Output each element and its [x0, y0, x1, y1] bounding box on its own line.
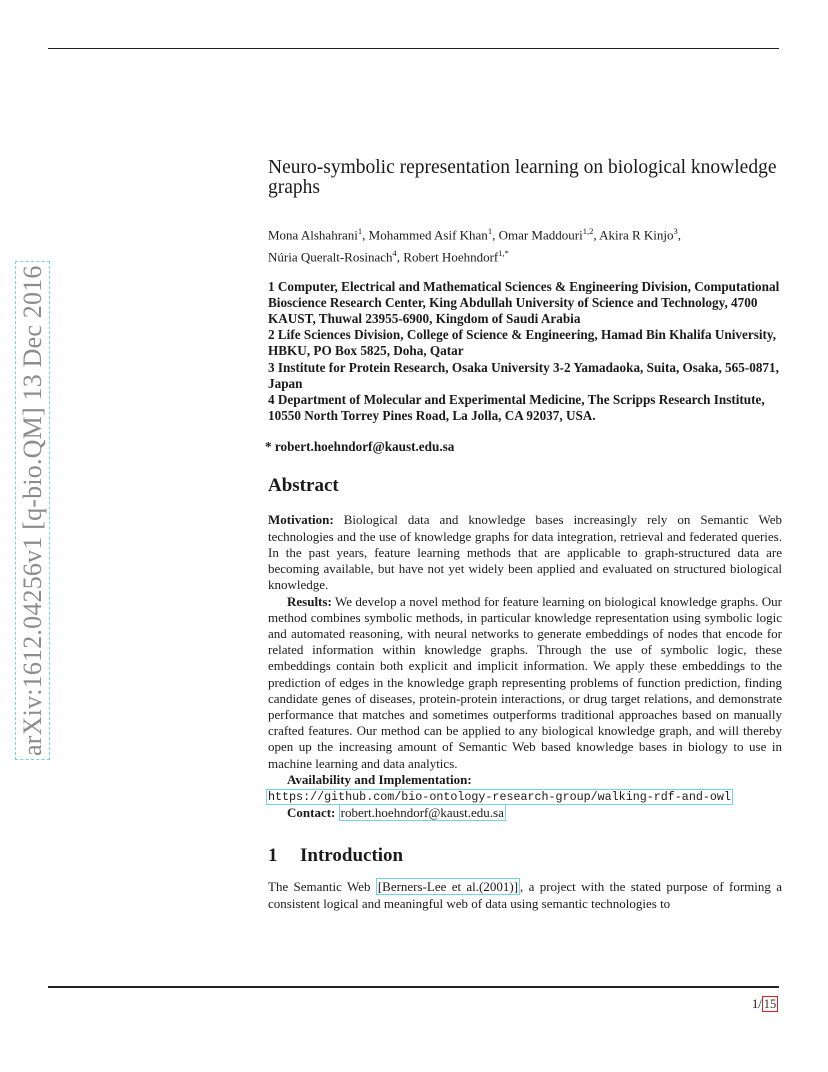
availability-paragraph: [268, 772, 782, 788]
availability-url-line: [266, 788, 733, 803]
author-affiliation-marker: 1,*: [498, 248, 509, 259]
introduction-heading: [268, 845, 782, 867]
intro-text-after: , a project with the stated purpose of forming a consistent logical and meaningful web of data using semantic technologies to: [268, 879, 782, 911]
author-separator: ,: [492, 227, 499, 243]
introduction-paragraph: [268, 879, 782, 911]
page-number: [752, 997, 778, 1012]
author-name: Mohammed Asif Khan: [368, 227, 488, 243]
availability-label: Availability and Implementation:: [287, 771, 472, 787]
author-affiliation-marker: 3: [673, 226, 678, 236]
affiliation-3: 3 Institute for Protein Research, Osaka University 3-2 Yamadaoka, Suita, Osaka, 565-0871, Japan: [268, 359, 779, 391]
section-number: 1: [268, 845, 278, 867]
affiliation-4: 4 Department of Molecular and Experimental Medicine, The Scripps Research Institute, 10550 North Torrey Pines Road, La Jolla, CA 92037, USA.: [268, 392, 765, 424]
affiliations: [268, 279, 782, 425]
arxiv-stamp-text[interactable]: arXiv:1612.04256v1 [q-bio.QM] 13 Dec 2016: [15, 261, 50, 760]
abstract-heading: Abstract: [268, 475, 339, 497]
author-separator: ,: [677, 227, 681, 243]
arxiv-stamp[interactable]: [20, 261, 46, 760]
results-paragraph: [268, 594, 782, 772]
author-affiliation-marker: 1: [357, 226, 363, 236]
github-link[interactable]: https://github.com/bio-ontology-research-group/walking-rdf-and-owl: [268, 789, 731, 804]
motivation-text: Biological data and knowledge bases increasingly rely on Semantic Web technologies and the use of knowledge graphs for data integration, retrieval and federated queries. In the past years, feature learning methods that are applicable to graph-structured data are becoming available, but have not yet widely been applied and evaluated on structured biological knowledge.: [268, 512, 782, 593]
contact-paragraph: [268, 805, 782, 821]
author-affiliation-marker: 1: [487, 226, 493, 236]
citation-link[interactable]: [Berners-Lee et al.(2001)]: [377, 879, 519, 895]
author-name: Núria Queralt-Rosinach: [268, 249, 393, 265]
author-separator: ,: [396, 249, 404, 265]
author-affiliation-marker: 4: [392, 248, 397, 259]
paper-title: Neuro-symbolic representation learning on biological knowledge graphs: [268, 157, 777, 198]
results-text: We develop a novel method for feature learning on biological knowledge graphs. Our method combines symbolic methods, in particular knowledge representation using symbolic logic and automated reasoning, with neural networks to generate embeddings of nodes that encode for related information within knowledge graphs. Through the use of symbolic logic, these embeddings contain both explicit and implicit information. We apply these embeddings to the prediction of edges in the knowledge graph representing problems of function prediction, finding candidate genes of diseases, protein-protein interactions, or drug target relations, and demonstrate performance that matches and sometimes outperforms traditional approaches based on manually crafted features. Our method can be applied to any biological knowledge graph, and will thereby open up the increasing amount of Semantic Web based knowledge bases in biology to use in machine learning and data analytics.: [268, 593, 782, 771]
abstract-body: [268, 512, 782, 821]
author-list: [268, 222, 782, 267]
results-label: Results:: [287, 593, 332, 609]
author-separator: ,: [362, 227, 369, 243]
author-affiliation-marker: 1,2: [582, 226, 594, 236]
footer-rule: [48, 986, 779, 988]
author-name: Akira R Kinjo: [599, 227, 674, 243]
contact-email-link[interactable]: robert.hoehndorf@kaust.edu.sa: [340, 805, 504, 821]
page-content: [265, 157, 782, 912]
motivation-paragraph: [268, 512, 782, 592]
affiliation-2: 2 Life Sciences Division, College of Science & Engineering, Hamad Bin Khalifa University, HBKU, PO Box 5825, Doha, Qatar: [268, 327, 777, 359]
author-name: Robert Hoehndorf: [403, 249, 499, 265]
section-title: Introduction: [300, 845, 404, 867]
contact-label: Contact:: [287, 805, 336, 821]
author-name: Omar Maddouri: [498, 227, 583, 243]
corresponding-email: * robert.hoehndorf@kaust.edu.sa: [265, 439, 455, 455]
page-total-link[interactable]: 15: [763, 997, 777, 1011]
intro-text-before: The Semantic Web: [268, 879, 376, 895]
header-rule: [48, 48, 779, 49]
author-separator: ,: [593, 227, 600, 243]
author-name: Mona Alshahrani: [268, 227, 358, 243]
page-current: 1/: [752, 997, 762, 1011]
affiliation-1: 1 Computer, Electrical and Mathematical Sciences & Engineering Division, Computational Bioscience Research Center, King Abdullah University of Science and Technology, 4700 KAUST, Thuwal 23955-6900, Kingdom of Saudi Arabia: [268, 278, 780, 327]
motivation-label: Motivation:: [268, 512, 334, 528]
